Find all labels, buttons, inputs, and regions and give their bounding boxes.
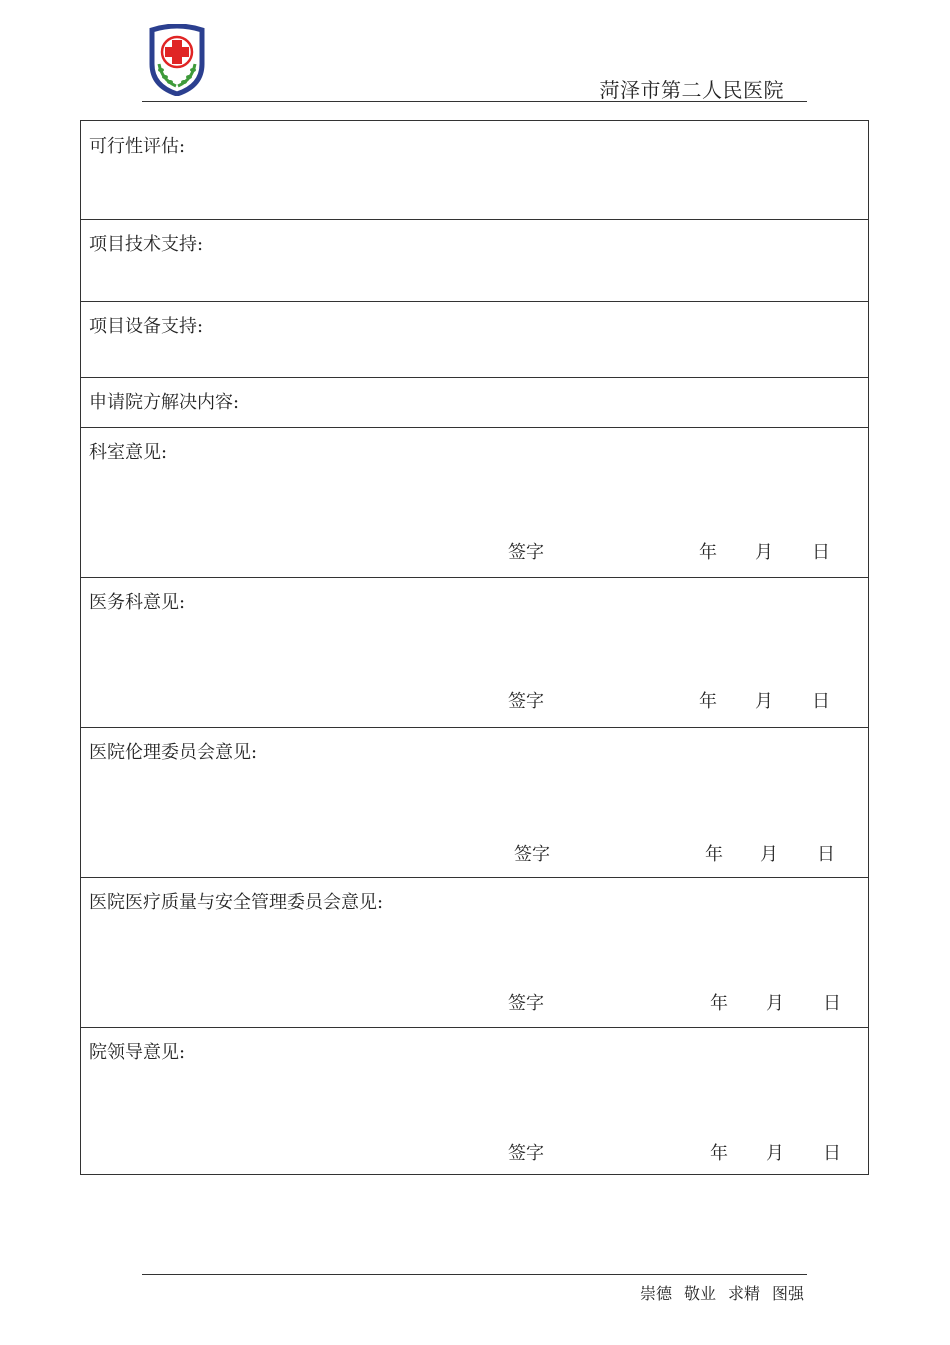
row-ethics-committee-opinion: [81, 727, 868, 878]
signature-label: 签字: [508, 691, 544, 712]
signature-label: 签字: [508, 542, 544, 563]
motto-word: 图强: [771, 1284, 804, 1303]
signature-label: 签字: [508, 993, 544, 1014]
month-label: 月: [760, 844, 778, 865]
day-label: 日: [817, 844, 835, 865]
signature-label: 签字: [508, 1143, 544, 1164]
row-label: 项目技术支持:: [89, 234, 204, 255]
motto-word: 敬业: [683, 1284, 716, 1303]
row-label: 可行性评估:: [89, 136, 186, 157]
row-request-content: [81, 377, 868, 428]
year-label: 年: [710, 1143, 728, 1164]
header-divider: [142, 101, 807, 102]
row-leadership-opinion: [81, 1027, 868, 1174]
row-medical-affairs-opinion: [81, 577, 868, 728]
row-label: 医院伦理委员会意见:: [89, 742, 258, 763]
day-label: 日: [823, 1143, 841, 1164]
row-feasibility: [81, 121, 868, 220]
row-label: 医院医疗质量与安全管理委员会意见:: [89, 892, 384, 913]
hospital-name: 菏泽市第二人民医院: [599, 78, 784, 102]
row-tech-support: [81, 219, 868, 302]
year-label: 年: [705, 844, 723, 865]
year-label: 年: [710, 993, 728, 1014]
row-equipment-support: [81, 301, 868, 378]
signature-label: 签字: [514, 844, 550, 865]
month-label: 月: [766, 1143, 784, 1164]
month-label: 月: [755, 542, 773, 563]
footer-motto: [540, 1281, 804, 1304]
motto-word: 崇德: [639, 1284, 672, 1303]
year-label: 年: [699, 691, 717, 712]
approval-form-table: [80, 120, 869, 1175]
year-label: 年: [699, 542, 717, 563]
row-department-opinion: [81, 427, 868, 578]
day-label: 日: [812, 542, 830, 563]
month-label: 月: [766, 993, 784, 1014]
row-label: 项目设备支持:: [89, 316, 204, 337]
row-label: 科室意见:: [89, 442, 168, 463]
row-label: 医务科意见:: [89, 592, 186, 613]
month-label: 月: [755, 691, 773, 712]
hospital-logo-icon: [146, 24, 208, 96]
day-label: 日: [823, 993, 841, 1014]
row-label: 申请院方解决内容:: [89, 392, 240, 413]
row-label: 院领导意见:: [89, 1042, 186, 1063]
day-label: 日: [812, 691, 830, 712]
footer-divider: [142, 1274, 807, 1275]
motto-word: 求精: [727, 1284, 760, 1303]
row-quality-safety-committee-opinion: [81, 877, 868, 1028]
